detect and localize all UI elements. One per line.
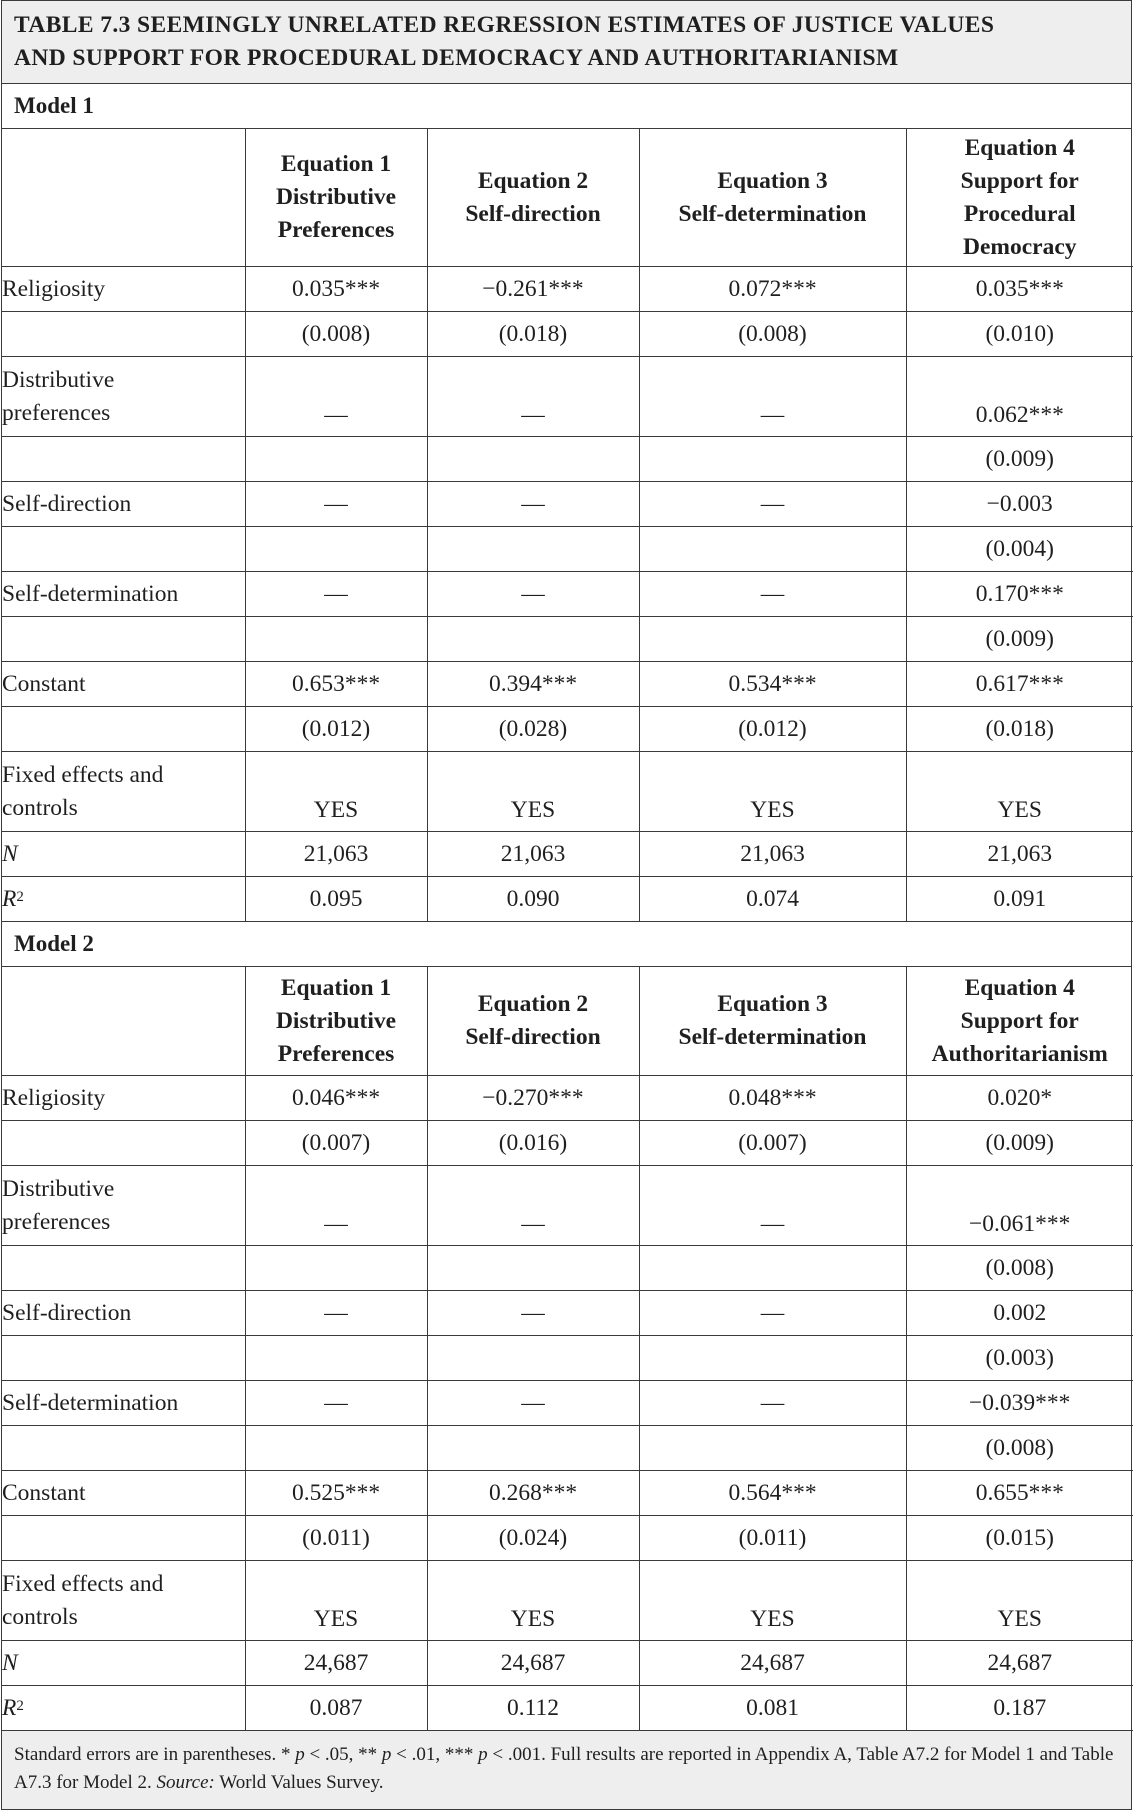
coef-cell: 0.534*** [639,662,906,707]
coef-cell: — [245,572,427,617]
coef-cell: — [639,357,906,437]
coef-cell: 0.394*** [427,662,639,707]
header-line: Equation 1 [280,974,392,1001]
header-line: Distributive [275,184,397,210]
table-row-r-squared [2,1686,1133,1731]
model-1-table [2,129,1133,922]
notes-source: World Values Survey. [214,1772,384,1793]
coef-cell: 0.655*** [906,1471,1133,1516]
header-line: Preferences [277,1040,395,1067]
table-row-self-direction-se [2,1336,1133,1381]
table-row-distributive-se [2,1246,1133,1291]
header-line: Self-determination [678,1024,867,1050]
notes-p: p [381,1744,392,1765]
table-row-self-determination [2,1381,1133,1426]
notes-p: p [478,1744,488,1765]
table-row-self-direction [2,1291,1133,1336]
table-title-line-2: AND SUPPORT FOR PROCEDURAL DEMOCRACY AND AUTHORITARIANISM [14,45,899,71]
se-cell [427,1246,639,1291]
header-line: Procedural [963,200,1076,227]
table-row-constant [2,1471,1133,1516]
header-line: Equation 2 [477,167,589,194]
coef-cell: 0.072*** [639,267,906,312]
value-cell: 24,687 [245,1641,427,1686]
table-row-distributive-se [2,437,1133,482]
value-cell: YES [639,752,906,832]
table-row-constant-se [2,707,1133,752]
se-cell: (0.016) [427,1121,639,1166]
row-label-empty [2,527,245,572]
coef-cell: 0.653*** [245,662,427,707]
table-row-n [2,1641,1133,1686]
notes-text: < .05, ** [304,1744,382,1765]
coef-cell: — [427,482,639,527]
header-line: Equation 1 [280,151,392,177]
coef-cell: −0.039*** [906,1381,1133,1426]
se-cell [427,437,639,482]
table-notes [2,1731,1131,1809]
coef-cell: — [427,1166,639,1246]
se-cell [427,617,639,662]
table-title-line-1: TABLE 7.3 SEEMINGLY UNRELATED REGRESSION ESTIMATES OF JUSTICE VALUES [14,12,995,38]
se-cell [245,1246,427,1291]
table-row-fixed-effects [2,752,1133,832]
se-cell: (0.009) [906,1121,1133,1166]
table-row-religiosity [2,1076,1133,1121]
coef-cell: — [639,572,906,617]
row-label: Constant [2,1471,245,1516]
table-row-constant-se [2,1516,1133,1561]
value-cell: 21,063 [427,832,639,877]
row-label-empty [2,1336,245,1381]
se-cell: (0.024) [427,1516,639,1561]
row-label: N [2,832,245,877]
se-cell: (0.012) [245,707,427,752]
se-cell [427,527,639,572]
se-cell [245,527,427,572]
se-cell: (0.009) [906,617,1133,662]
se-cell [245,1336,427,1381]
se-cell [639,1336,906,1381]
value-cell: 0.187 [906,1686,1133,1731]
row-label: Self-determination [2,1381,245,1426]
header-line: Equation 3 [717,991,828,1017]
coef-cell: 0.020* [906,1076,1133,1121]
row-label-line: Distributive [2,366,115,393]
coef-cell: −0.270*** [427,1076,639,1121]
row-label-line: preferences [2,1208,111,1235]
table-title [14,9,1119,75]
coef-cell: 0.062*** [906,357,1133,437]
value-cell: YES [906,752,1133,832]
coef-cell: −0.261*** [427,267,639,312]
coef-cell: — [245,482,427,527]
value-cell: 24,687 [427,1641,639,1686]
coef-cell: −0.061*** [906,1166,1133,1246]
row-label-line: preferences [2,399,111,426]
row-label-empty [2,312,245,357]
coef-cell: — [639,1291,906,1336]
se-cell: (0.009) [906,437,1133,482]
header-equation-3 [639,967,906,1076]
value-cell: 21,063 [906,832,1133,877]
value-cell: 21,063 [245,832,427,877]
row-label [2,877,245,922]
row-label-line: Fixed effects and [2,761,164,788]
r-label: R [2,885,17,912]
row-label-empty [2,437,245,482]
se-cell: (0.008) [906,1426,1133,1471]
row-label: Constant [2,662,245,707]
model-1-label: Model 1 [2,84,1131,129]
notes-text: Standard errors are in parentheses. * [14,1744,296,1765]
table-row-constant [2,662,1133,707]
coef-cell: 0.002 [906,1291,1133,1336]
table-row-self-direction-se [2,527,1133,572]
header-line: Equation 4 [964,134,1075,161]
row-label-empty [2,1516,245,1561]
header-line: Preferences [277,217,395,243]
table-row-religiosity-se [2,1121,1133,1166]
coef-cell: 0.048*** [639,1076,906,1121]
header-line: Equation 4 [964,974,1075,1001]
r-superscript: 2 [16,1697,24,1714]
header-equation-1 [245,129,427,267]
value-cell: YES [245,752,427,832]
se-cell: (0.008) [906,1246,1133,1291]
header-equation-2 [427,967,639,1076]
coef-cell: 0.046*** [245,1076,427,1121]
coef-cell: — [427,572,639,617]
coef-cell: 0.268*** [427,1471,639,1516]
header-equation-4 [906,967,1133,1076]
coef-cell: — [427,1381,639,1426]
row-label [2,1166,245,1246]
table-row-religiosity-se [2,312,1133,357]
value-cell: 0.081 [639,1686,906,1731]
value-cell: 21,063 [639,832,906,877]
table-row-distributive [2,357,1133,437]
row-label-empty [2,1426,245,1471]
se-cell: (0.008) [639,312,906,357]
table-row-self-determination [2,572,1133,617]
header-equation-3 [639,129,906,267]
value-cell: YES [427,752,639,832]
coef-cell: 0.617*** [906,662,1133,707]
coef-cell: 0.564*** [639,1471,906,1516]
table-row-self-direction [2,482,1133,527]
se-cell [427,1336,639,1381]
row-label-line: controls [2,1603,78,1630]
coef-cell: — [245,1381,427,1426]
table-row-n [2,832,1133,877]
se-cell [639,1426,906,1471]
se-cell [245,617,427,662]
row-label-empty [2,617,245,662]
row-label: Self-determination [2,572,245,617]
notes-text: < .01, *** [391,1744,479,1765]
se-cell: (0.011) [245,1516,427,1561]
row-label: Self-direction [2,1291,245,1336]
row-label-empty [2,1121,245,1166]
se-cell: (0.012) [639,707,906,752]
row-label: Religiosity [2,267,245,312]
se-cell: (0.003) [906,1336,1133,1381]
value-cell: 0.090 [427,877,639,922]
model-1-header-row [2,129,1133,267]
header-line: Self-direction [465,1024,601,1050]
se-cell [639,437,906,482]
table-row-distributive [2,1166,1133,1246]
coef-cell: — [639,1166,906,1246]
coef-cell: — [639,1381,906,1426]
se-cell [639,1246,906,1291]
model-2-table [2,967,1133,1731]
se-cell: (0.011) [639,1516,906,1561]
row-label-empty [2,1246,245,1291]
table-row-fixed-effects [2,1561,1133,1641]
header-line: Distributive [275,1007,397,1034]
se-cell: (0.018) [906,707,1133,752]
r-superscript: 2 [16,888,24,905]
coef-cell: — [245,357,427,437]
row-label: Self-direction [2,482,245,527]
notes-text: < .001. Full results are reported in Appendix A, Table A7.2 for Model 1 and Table A7.3 for Model 2. [14,1744,1114,1793]
se-cell: (0.018) [427,312,639,357]
table-row-self-determination-se [2,1426,1133,1471]
table-row-religiosity [2,267,1133,312]
value-cell: YES [245,1561,427,1641]
se-cell [427,1426,639,1471]
row-label [2,1561,245,1641]
header-equation-1 [245,967,427,1076]
coef-cell: — [639,482,906,527]
coef-cell: — [245,1166,427,1246]
value-cell: 0.095 [245,877,427,922]
table-row-r-squared [2,877,1133,922]
header-equation-4 [906,129,1133,267]
notes-p: p [295,1744,305,1765]
value-cell: 24,687 [906,1641,1133,1686]
row-label-line: controls [2,794,78,821]
value-cell: 0.091 [906,877,1133,922]
row-label [2,752,245,832]
r-label: R [2,1694,17,1721]
se-cell: (0.007) [245,1121,427,1166]
header-line: Democracy [962,233,1077,260]
value-cell: 24,687 [639,1641,906,1686]
coef-cell: — [427,1291,639,1336]
se-cell [245,1426,427,1471]
se-cell: (0.007) [639,1121,906,1166]
coef-cell: — [427,357,639,437]
coef-cell: 0.525*** [245,1471,427,1516]
row-label: N [2,1641,245,1686]
row-label-line: Distributive [2,1175,115,1202]
header-blank [2,967,245,1076]
value-cell: YES [427,1561,639,1641]
coef-cell: 0.035*** [906,267,1133,312]
se-cell [245,437,427,482]
header-blank [2,129,245,267]
value-cell: YES [639,1561,906,1641]
se-cell: (0.028) [427,707,639,752]
header-line: Self-direction [465,200,601,227]
model-2-header-row [2,967,1133,1076]
header-line: Equation 3 [717,167,828,194]
table-title-block [2,1,1131,84]
row-label-line: Fixed effects and [2,1570,164,1597]
header-line: Support for [960,1007,1079,1034]
table-row-self-determination-se [2,617,1133,662]
se-cell: (0.004) [906,527,1133,572]
coef-cell: 0.035*** [245,267,427,312]
row-label [2,357,245,437]
row-label [2,1686,245,1731]
value-cell: YES [906,1561,1133,1641]
value-cell: 0.112 [427,1686,639,1731]
value-cell: 0.087 [245,1686,427,1731]
coef-cell: 0.170*** [906,572,1133,617]
model-2-label: Model 2 [2,922,1131,967]
header-line: Support for [960,167,1079,194]
header-line: Authoritarianism [931,1040,1108,1067]
se-cell: (0.015) [906,1516,1133,1561]
row-label: Religiosity [2,1076,245,1121]
header-line: Equation 2 [477,991,589,1017]
row-label-empty [2,707,245,752]
regression-table-frame [1,0,1132,1810]
header-equation-2 [427,129,639,267]
coef-cell: −0.003 [906,482,1133,527]
header-line: Self-determination [678,200,867,227]
notes-source-label: Source: [156,1772,215,1793]
se-cell: (0.008) [245,312,427,357]
se-cell [639,617,906,662]
coef-cell: — [245,1291,427,1336]
value-cell: 0.074 [639,877,906,922]
se-cell [639,527,906,572]
se-cell: (0.010) [906,312,1133,357]
